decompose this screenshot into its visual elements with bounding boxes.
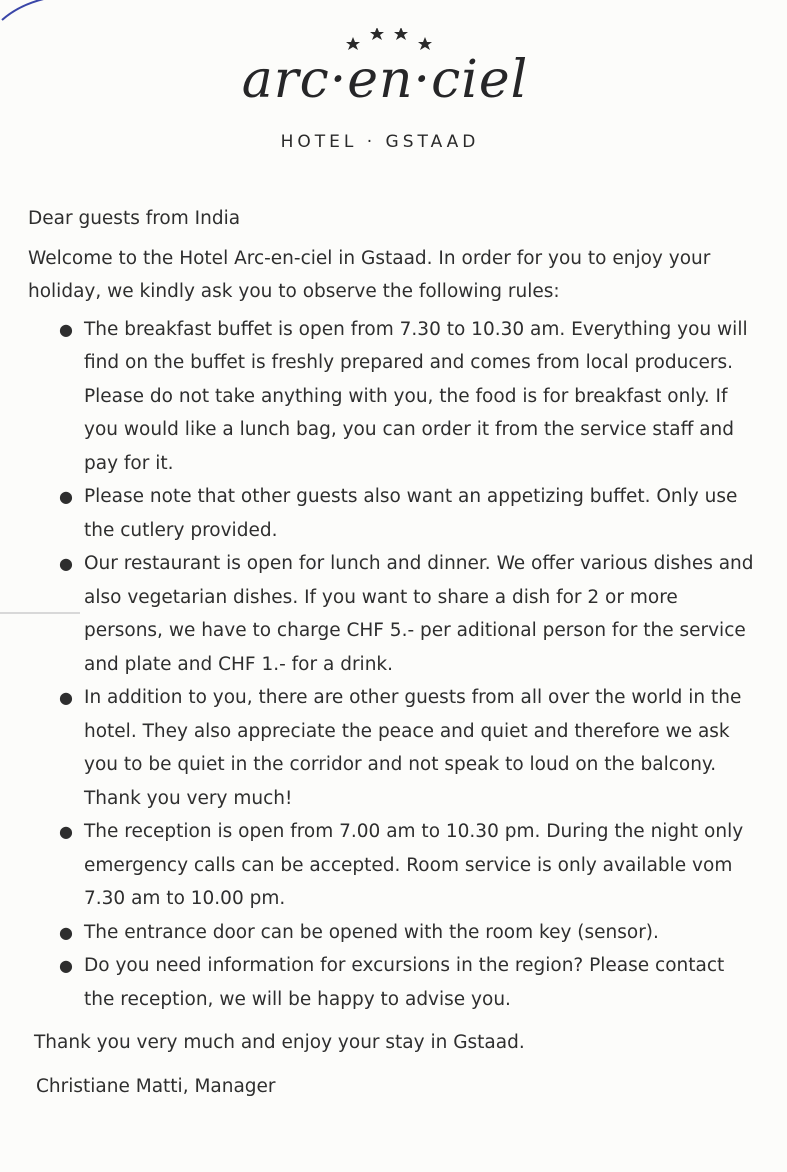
letter-body <box>28 202 758 1103</box>
bullet-icon: ● <box>59 688 73 707</box>
list-item <box>59 480 758 547</box>
closing-line: Thank you very much and enjoy your stay in Gstaad. <box>34 1032 525 1053</box>
list-item <box>59 313 758 481</box>
list-item <box>59 547 758 681</box>
intro-paragraph: Welcome to the Hotel Arc-en-ciel in Gstaad. In order for you to enjoy your holiday, we kindly ask you to observe the following rules: <box>28 247 711 302</box>
rules-list <box>28 313 758 1017</box>
signature: Christiane Matti, Manager <box>36 1075 276 1097</box>
rule-text: The reception is open from 7.00 am to 10.30 pm. During the night only emergency calls can be accepted. Room service is only available vom 7.30 am to 10.00 pm. <box>84 821 744 909</box>
bullet-icon: ● <box>59 956 73 975</box>
list-item <box>59 681 758 815</box>
hotel-logo-name: arc·en·ciel <box>241 50 529 110</box>
rule-text: The entrance door can be opened with the room key (sensor). <box>84 921 659 943</box>
bullet-icon: ● <box>59 319 73 339</box>
rule-text: Our restaurant is open for lunch and dinner. We offer various dishes and also vegetarian dishes. If you want to share a dish for 2 or more persons, we have to charge CHF 5.- per aditional person for the service and plate and CHF 1.- for a drink. <box>84 553 754 675</box>
hotel-logo-subtitle: HOTEL · GSTAAD <box>280 132 480 152</box>
greeting: Dear guests from India <box>28 208 241 229</box>
bullet-icon: ● <box>59 487 73 506</box>
rule-text: The breakfast buffet is open from 7.30 to 10.30 am. Everything you will find on the buffet is freshly prepared and comes from local producers. Please do not take anything with you, the food is for breakfast only. If you would like a lunch bag, you can order it from the service staff and pay for it. <box>84 318 748 474</box>
list-item <box>59 949 758 1016</box>
list-item <box>59 916 758 950</box>
bullet-icon: ● <box>59 554 73 573</box>
corner-line-mark <box>0 0 50 40</box>
bullet-icon: ● <box>59 822 73 841</box>
rule-text: Do you need information for excursions in the region? Please contact the reception, we will be happy to advise you. <box>84 955 725 1010</box>
list-item <box>59 815 758 916</box>
rule-text: In addition to you, there are other guests from all over the world in the hotel. They also appreciate the peace and quiet and therefore we ask you to be quiet in the corridor and not speak to loud on the balcony. Thank you very much! <box>84 687 742 809</box>
bullet-icon: ● <box>59 922 73 942</box>
rule-text: Please note that other guests also want an appetizing buffet. Only use the cutlery provided. <box>84 486 738 541</box>
